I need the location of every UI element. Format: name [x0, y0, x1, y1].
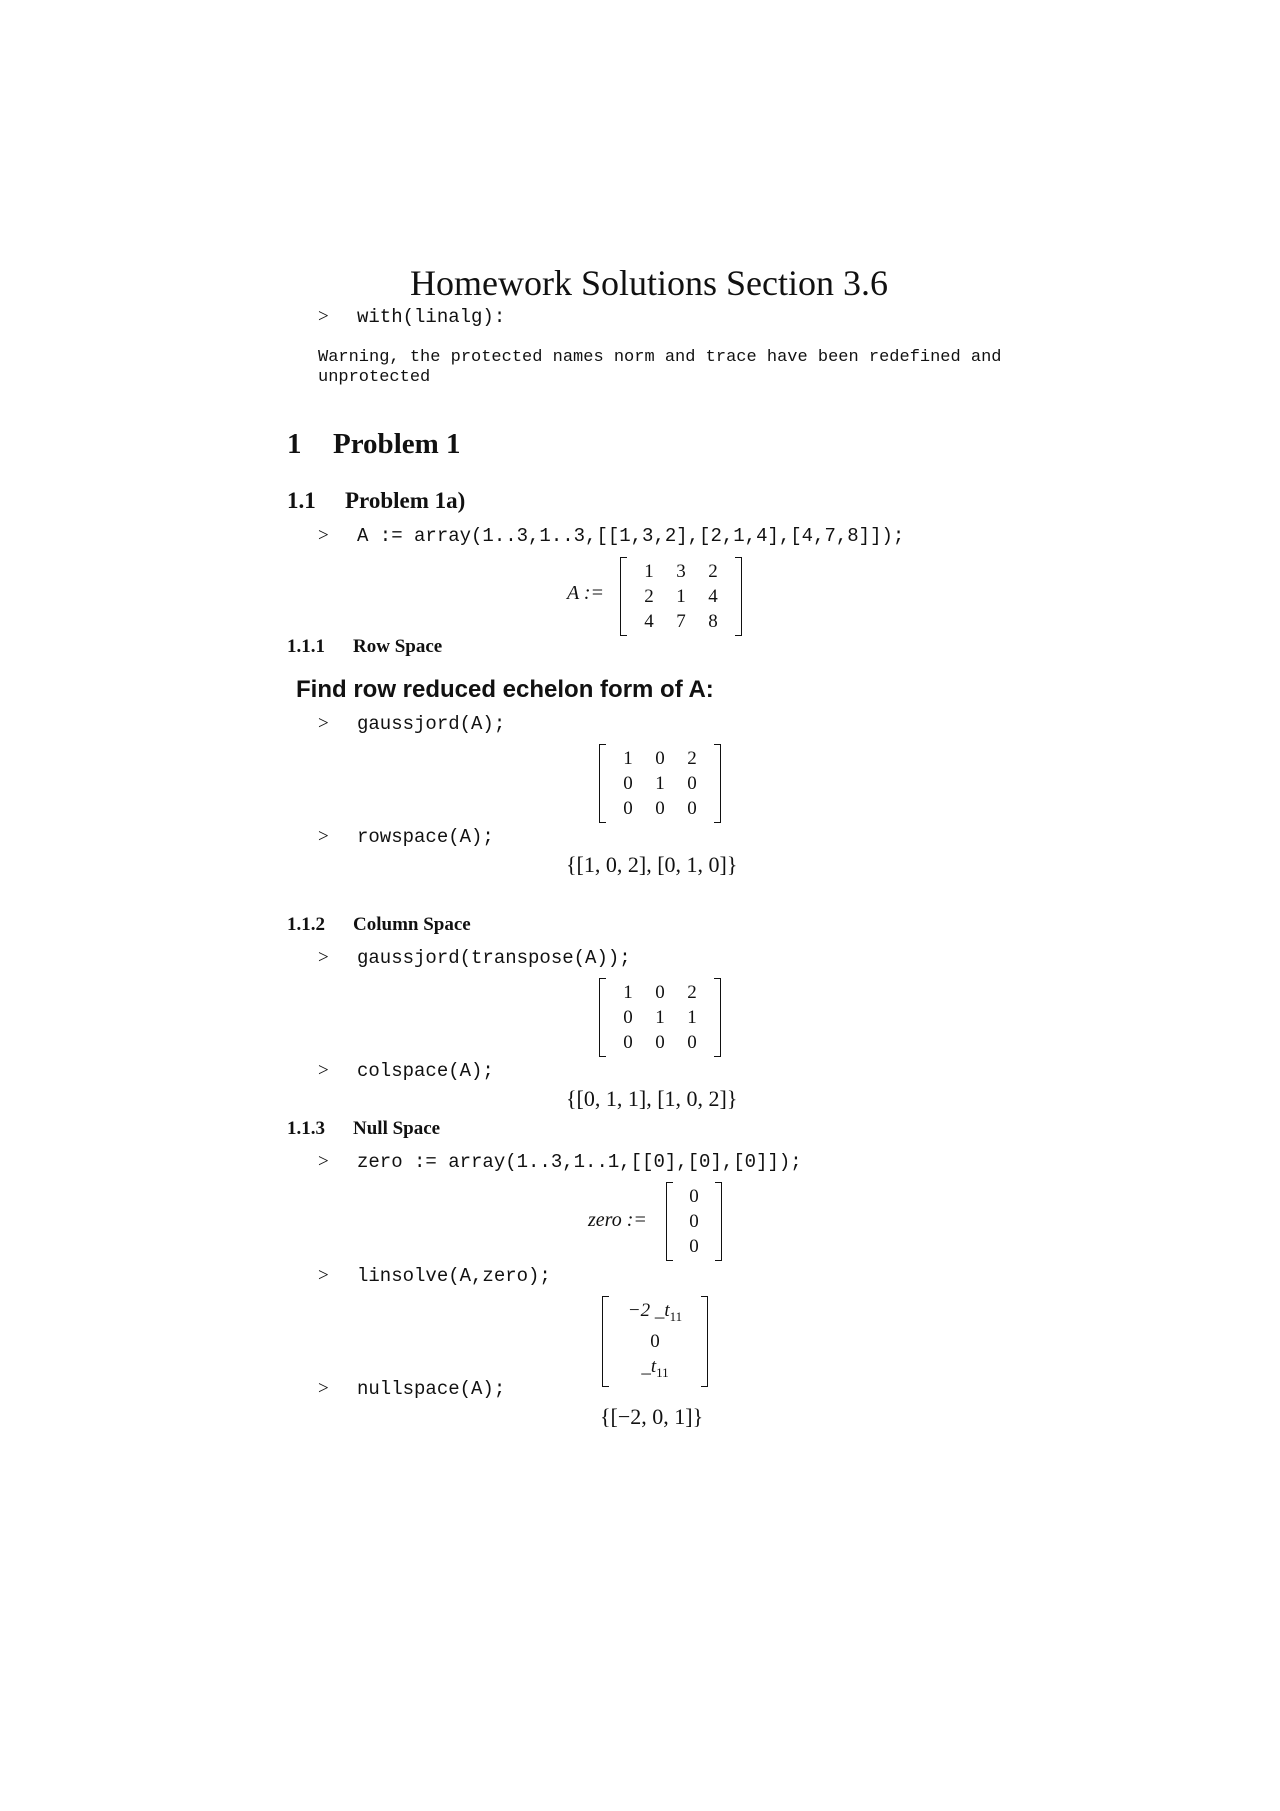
left-bracket	[599, 744, 606, 823]
matrix-cell: 0	[687, 1032, 697, 1053]
matrix-cell: 4	[708, 586, 718, 607]
warning-line-1: Warning, the protected names norm and trace have been redefined and	[318, 348, 1002, 367]
matrix-cell	[615, 1298, 695, 1329]
input-prompt: >	[318, 1265, 329, 1286]
warning-line-2: unprotected	[318, 368, 431, 387]
matrix-cell: 0	[623, 1032, 633, 1053]
subscript: 11	[656, 1364, 669, 1380]
matrix-A	[620, 557, 742, 636]
section-1-1-2-title: Column Space	[353, 914, 471, 935]
matrix-cell	[615, 1354, 695, 1385]
section-1-1-1-title: Row Space	[353, 636, 443, 657]
command-zero: zero := array(1..3,1..1,[[0],[0],[0]]);	[357, 1151, 802, 1173]
section-1-number: 1	[287, 428, 302, 460]
matrix-cell: 7	[676, 611, 686, 632]
section-1-1-3-title: Null Space	[353, 1118, 441, 1139]
colspace-output: {[0, 1, 1], [1, 0, 2]}	[566, 1086, 738, 1111]
command-with-linalg: with(linalg):	[357, 306, 506, 328]
input-prompt: >	[318, 1378, 329, 1399]
matrix-cell: 0	[623, 798, 633, 819]
command-colspace: colspace(A);	[357, 1060, 494, 1082]
matrix-cell: 2	[687, 982, 697, 1003]
linsolve-entry-3: _t	[641, 1355, 657, 1377]
matrix-cell: 1	[687, 1007, 697, 1028]
matrix-cell: 0	[687, 798, 697, 819]
matrix-A-cells	[627, 557, 735, 636]
rowspace-output: {[1, 0, 2], [0, 1, 0]}	[566, 852, 738, 877]
matrix-cell: 0	[689, 1236, 699, 1257]
matrix-rref-transpose-cells	[606, 978, 714, 1057]
right-bracket	[735, 557, 742, 636]
matrix-cell: 0	[655, 982, 665, 1003]
subscript: 11	[669, 1308, 683, 1324]
matrix-cell: 1	[623, 982, 633, 1003]
matrix-zero-cells	[673, 1182, 715, 1261]
right-bracket	[714, 744, 721, 823]
matrix-zero	[666, 1182, 722, 1261]
matrix-cell: 0	[655, 1032, 665, 1053]
input-prompt: >	[318, 713, 329, 734]
right-bracket	[701, 1296, 708, 1387]
matrix-A-label: A :=	[567, 582, 605, 604]
matrix-cell: 0	[687, 773, 697, 794]
matrix-cell: 2	[687, 748, 697, 769]
left-bracket	[620, 557, 627, 636]
command-gaussjord: gaussjord(A);	[357, 713, 506, 735]
linsolve-entry-1: −2 _t	[627, 1300, 670, 1321]
matrix-cell: 0	[655, 798, 665, 819]
matrix-cell: 0	[689, 1211, 699, 1232]
matrix-cell: 8	[708, 611, 718, 632]
input-prompt: >	[318, 306, 329, 327]
right-bracket	[715, 1182, 722, 1261]
section-1-1-number: 1.1	[287, 488, 316, 513]
matrix-cell: 1	[676, 586, 686, 607]
input-prompt: >	[318, 947, 329, 968]
left-bracket	[599, 978, 606, 1057]
nullspace-output: {[−2, 0, 1]}	[600, 1404, 704, 1429]
input-prompt: >	[318, 826, 329, 847]
input-prompt: >	[318, 525, 329, 546]
matrix-cell: 0	[623, 1007, 633, 1028]
right-bracket	[714, 978, 721, 1057]
section-1-1-2-number: 1.1.2	[287, 914, 325, 935]
matrix-linsolve-result	[602, 1296, 708, 1387]
matrix-linsolve-cells	[609, 1296, 701, 1387]
matrix-zero-label: zero :=	[588, 1209, 647, 1231]
matrix-cell: 1	[655, 1007, 665, 1028]
page-title: Homework Solutions Section 3.6	[410, 263, 888, 303]
left-bracket	[666, 1182, 673, 1261]
input-prompt: >	[318, 1151, 329, 1172]
section-1-1-title: Problem 1a)	[345, 488, 466, 513]
matrix-rref	[599, 744, 721, 823]
matrix-rref-transpose	[599, 978, 721, 1057]
matrix-cell: 0	[650, 1330, 660, 1352]
matrix-cell: 2	[644, 586, 654, 607]
input-prompt: >	[318, 1060, 329, 1081]
matrix-cell: 1	[623, 748, 633, 769]
command-array-A: A := array(1..3,1..3,[[1,3,2],[2,1,4],[4,7,8]]);	[357, 525, 905, 547]
section-1-1-1-number: 1.1.1	[287, 636, 325, 657]
matrix-cell: 0	[689, 1186, 699, 1207]
command-gaussjord-transpose: gaussjord(transpose(A));	[357, 947, 631, 969]
command-rowspace: rowspace(A);	[357, 826, 494, 848]
matrix-cell: 3	[676, 561, 686, 582]
warning-message	[318, 348, 1002, 388]
matrix-rref-cells	[606, 744, 714, 823]
matrix-cell: 4	[644, 611, 654, 632]
matrix-cell: 2	[708, 561, 718, 582]
command-nullspace: nullspace(A);	[357, 1378, 506, 1400]
rref-heading: Find row reduced echelon form of A:	[296, 676, 714, 703]
matrix-cell: 0	[655, 748, 665, 769]
matrix-cell: 1	[655, 773, 665, 794]
left-bracket	[602, 1296, 609, 1387]
section-1-title: Problem 1	[333, 428, 461, 460]
matrix-cell: 1	[644, 561, 654, 582]
matrix-cell: 0	[623, 773, 633, 794]
command-linsolve: linsolve(A,zero);	[357, 1265, 551, 1287]
section-1-1-3-number: 1.1.3	[287, 1118, 325, 1139]
